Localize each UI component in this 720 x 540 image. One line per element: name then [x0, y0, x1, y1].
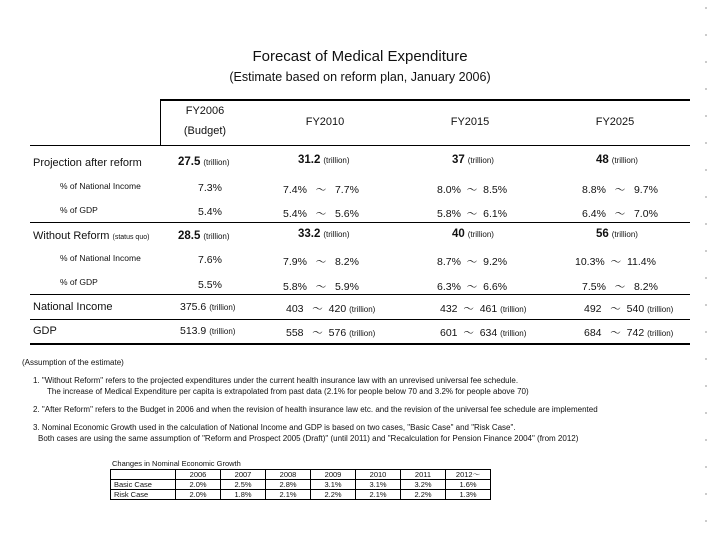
risk-cell: 2.2% [401, 490, 446, 500]
without-2010: 33.2 (trillion) [298, 228, 350, 240]
row-label-without-reform: Without Reform (status quo) [33, 230, 150, 242]
col-fy2010: FY2010 [305, 116, 345, 128]
after-ni-label: % of National Income [60, 181, 141, 191]
notes-heading: (Assumption of the estimate) [22, 358, 124, 367]
without-2025: 56 (trillion) [596, 228, 638, 240]
after-gdp-label: % of GDP [60, 205, 98, 215]
without-gdp-2025: 7.5% ～ 8.2% [582, 281, 658, 293]
without-ni-2010: 7.9% ～ 8.2% [283, 256, 359, 268]
page-subtitle: (Estimate based on reform plan, January 2006) [229, 70, 491, 84]
after-2015: 37 (trillion) [452, 154, 494, 166]
without-ni-2015: 8.7% ～ 9.2% [437, 256, 508, 268]
basic-cell: 2.8% [266, 480, 311, 490]
note-3b: Both cases are using the same assumption of "Reform and Prospect 2005 (Draft)" (until 2011) and "Recalculation for Pension Finance 2004" (from 2012) [38, 434, 579, 443]
table-left-rule [160, 99, 161, 145]
basic-cell: 1.6% [446, 480, 491, 490]
without-2015: 40 (trillion) [452, 228, 494, 240]
row-label-gdp: GDP [33, 325, 57, 337]
gdp-2025: 684 ～ 742 (trillion) [584, 327, 674, 339]
year-cell: 2012～ [446, 470, 491, 480]
without-gdp-label: % of GDP [60, 277, 98, 287]
table-top-rule [160, 99, 690, 101]
without-gdp-2010: 5.8% ～ 5.9% [283, 281, 359, 293]
without-ni-2006: 7.6% [198, 254, 222, 266]
ni-2015: 432 ～ 461 (trillion) [440, 303, 527, 315]
after-gdp-2025: 6.4% ～ 7.0% [582, 208, 658, 220]
risk-cell: 2.2% [311, 490, 356, 500]
after-2006: 27.5 (trillion) [178, 156, 230, 168]
basic-cell: 2.0% [176, 480, 221, 490]
col-fy2006-sub: (Budget) [183, 125, 227, 137]
growth-table [110, 469, 491, 500]
year-cell: 2007 [221, 470, 266, 480]
after-gdp-2015: 5.8% ～ 6.1% [437, 208, 508, 220]
ni-2006: 375.6 (trillion) [180, 301, 236, 313]
without-ni-2025: 10.3% ～ 11.4% [575, 256, 656, 268]
basic-case-label: Basic Case [111, 480, 176, 490]
year-cell: 2011 [401, 470, 446, 480]
risk-cell: 2.1% [356, 490, 401, 500]
basic-cell: 2.5% [221, 480, 266, 490]
ni-2025: 492 ～ 540 (trillion) [584, 303, 674, 315]
basic-cell: 3.1% [356, 480, 401, 490]
after-2010: 31.2 (trillion) [298, 154, 350, 166]
table-bottom-rule [30, 343, 690, 345]
after-ni-2010: 7.4% ～ 7.7% [283, 184, 359, 196]
growth-year-row [111, 470, 491, 480]
after-ni-2006: 7.3% [198, 182, 222, 194]
note-1a: 1. "Without Reform" refers to the projected expenditures under the current health insurance law with an unrevised universal fee schedule. [33, 376, 519, 385]
after-ni-2025: 8.8% ～ 9.7% [582, 184, 658, 196]
after-ni-2015: 8.0% ～ 8.5% [437, 184, 508, 196]
without-gdp-2015: 6.3% ～ 6.6% [437, 281, 508, 293]
year-cell: 2006 [176, 470, 221, 480]
row-rule-ni [30, 319, 690, 320]
after-gdp-2010: 5.4% ～ 5.6% [283, 208, 359, 220]
risk-cell: 2.1% [266, 490, 311, 500]
basic-cell: 3.1% [311, 480, 356, 490]
risk-case-label: Risk Case [111, 490, 176, 500]
ni-2010: 403 ～ 420 (trillion) [286, 303, 376, 315]
without-gdp-2006: 5.5% [198, 279, 222, 291]
row-rule-after [30, 222, 690, 223]
risk-cell: 1.8% [221, 490, 266, 500]
row-label-after-reform: Projection after reform [33, 157, 142, 169]
after-2025: 48 (trillion) [596, 154, 638, 166]
risk-cell: 1.3% [446, 490, 491, 500]
year-cell: 2008 [266, 470, 311, 480]
without-2006: 28.5 (trillion) [178, 230, 230, 242]
gdp-2015: 601 ～ 634 (trillion) [440, 327, 527, 339]
col-fy2006: FY2006 [185, 105, 225, 117]
header-bottom-rule [30, 145, 690, 146]
gdp-2006: 513.9 (trillion) [180, 325, 236, 337]
gdp-2010: 558 ～ 576 (trillion) [286, 327, 376, 339]
growth-risk-row [111, 490, 491, 500]
col-fy2015: FY2015 [450, 116, 490, 128]
growth-basic-row [111, 480, 491, 490]
growth-caption: Changes in Nominal Economic Growth [112, 459, 241, 468]
growth-corner-cell [111, 470, 176, 480]
col-fy2025: FY2025 [595, 116, 635, 128]
without-ni-label: % of National Income [60, 253, 141, 263]
page-title: Forecast of Medical Expenditure [252, 48, 468, 65]
year-cell: 2010 [356, 470, 401, 480]
after-gdp-2006: 5.4% [198, 206, 222, 218]
note-2: 2. "After Reform" refers to the Budget in 2006 and when the revision of health insurance law etc. and the revision of the universal fee schedule are implemented [33, 405, 598, 414]
row-rule-without [30, 294, 690, 295]
year-cell: 2009 [311, 470, 356, 480]
basic-cell: 3.2% [401, 480, 446, 490]
note-1b: The increase of Medical Expenditure per capita is extrapolated from past data (2.1% for people below 70 and 3.2% for people above 70) [47, 387, 529, 396]
row-label-national-income: National Income [33, 301, 113, 313]
risk-cell: 2.0% [176, 490, 221, 500]
note-3a: 3. Nominal Economic Growth used in the calculation of National Income and GDP is based on two cases, "Basic Case" and "Risk Case". [33, 423, 516, 432]
